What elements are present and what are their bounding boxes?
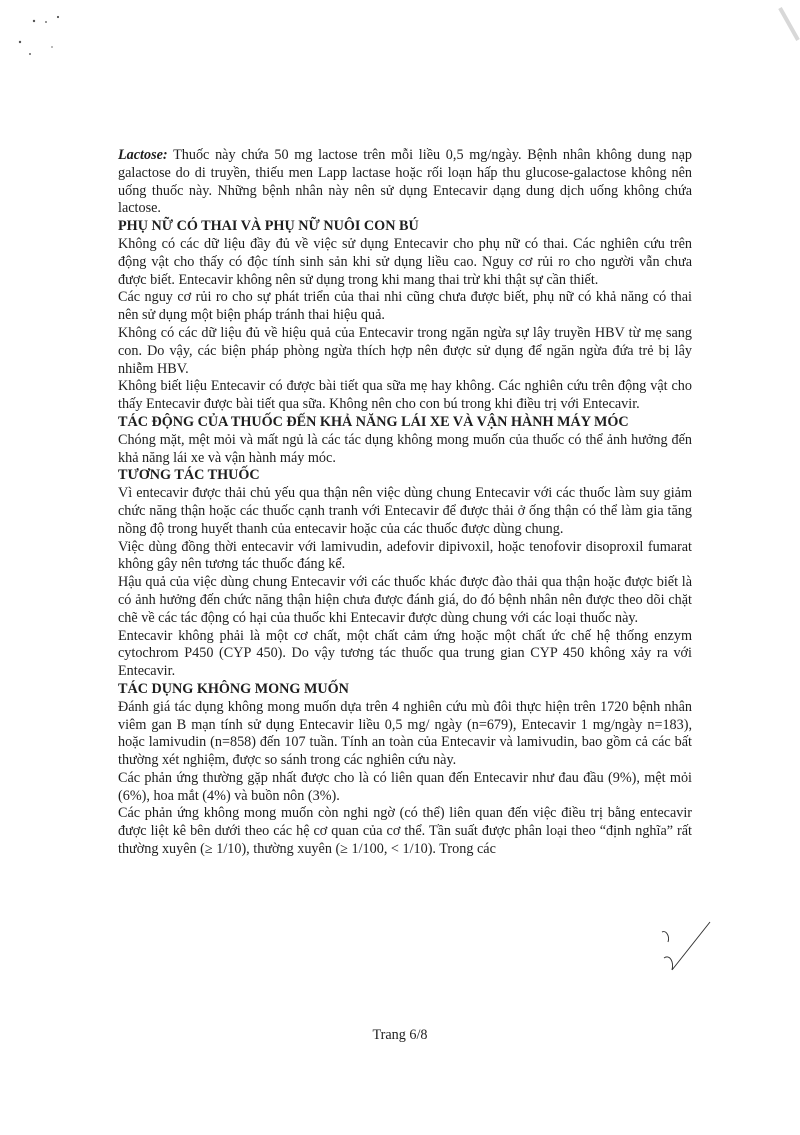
adverse-paragraph-2: Các phản ứng thường gặp nhất được cho là có liên quan đến Entecavir như đau đầu (9%), mệt mỏi (6%), hoa mắt (4%) và buồn nôn (3%). (118, 769, 692, 804)
pregnancy-paragraph-1: Không có các dữ liệu đầy đủ về việc sử dụng Entecavir cho phụ nữ có thai. Các nghiên cứu trên động vật cho thấy có độc tính sinh sản khi sử dụng liều cao. Nguy cơ rủi ro cho người vẫn chưa được biết. Entecavir không nên sử dụng trong khi mang thai trừ khi thật sự cần thiết. (118, 235, 692, 288)
lactose-paragraph (118, 147, 692, 218)
lactose-label: Lactose: (118, 147, 168, 163)
interactions-paragraph-1: Vì entecavir được thải chủ yếu qua thận nên việc dùng chung Entecavir với các thuốc làm suy giảm chức năng thận hoặc các thuốc cạnh tranh với Entecavir để được thải ở ống thận có thể làm gia tăng nồng độ trong huyết thanh của entecavir hoặc của các thuốc được dùng chung. (118, 485, 692, 537)
interactions-paragraph-4: Entecavir không phải là một cơ chất, một chất cảm ứng hoặc một chất ức chế hệ thống enzym cytochrom P450 (CYP 450). Do vậy tương tác thuốc qua trung gian CYP 450 không xảy ra với Entecavir. (118, 627, 692, 680)
lactose-text: Thuốc này chứa 50 mg lactose trên mỗi liều 0,5 mg/ngày. Bệnh nhân không dung nạp galactose do di truyền, thiếu men Lapp lactase hoặc rối loạn hấp thu glucose-galactose không nên uống thuốc này. Những bệnh nhân này nên sử dụng Entecavir dạng dung dịch uống không chứa lactose. (118, 147, 692, 217)
handwritten-check-mark (660, 918, 720, 998)
interactions-paragraph-2: Việc dùng đồng thời entecavir với lamivudin, adefovir dipivoxil, hoặc tenofovir disoproxil fumarat không gây nên tương tác thuốc đáng kể. (118, 538, 692, 573)
heading-pregnancy: PHỤ NỮ CÓ THAI VÀ PHỤ NỮ NUÔI CON BÚ (118, 218, 419, 235)
pregnancy-paragraph-2: Các nguy cơ rủi ro cho sự phát triển của thai nhi cũng chưa được biết, phụ nữ có khả năng có thai nên sử dụng một biện pháp tránh thai hiệu quả. (118, 289, 692, 324)
adverse-paragraph-1: Đánh giá tác dụng không mong muốn dựa trên 4 nghiên cứu mù đôi thực hiện trên 1720 bệnh nhân viêm gan B mạn tính sử dụng Entecavir liều 0,5 mg/ ngày (n=679), Entecavir 1 mg/ngày n=183), hoặc lamivudin (n=858) đến 107 tuần. Tính an toàn của Entecavir và lamivudin, bao gồm cả các bất thường xét nghiệm, được so sánh trong các nghiên cứu này. (118, 698, 692, 769)
heading-interactions: TƯƠNG TÁC THUỐC (118, 467, 260, 484)
document-body (118, 147, 692, 859)
pregnancy-paragraph-3: Không có các dữ liệu đủ về hiệu quả của Entecavir trong ngăn ngừa sự lây truyền HBV từ mẹ sang con. Do vậy, các biện pháp phòng ngừa thích hợp nên được sử dụng để ngăn ngừa đứa trẻ bị lây nhiễm HBV. (118, 324, 692, 377)
interactions-paragraph-3: Hậu quả của việc dùng chung Entecavir với các thuốc khác được đào thải qua thận hoặc được biết là có ảnh hưởng đến chức năng thận hiện chưa được đánh giá, do đó bệnh nhân nên được theo dõi chặt chẽ về các tác động có hại của thuốc khi Entecavir được dùng chung với các loại thuốc này. (118, 574, 692, 626)
page-number: Trang 6/8 (372, 1027, 428, 1043)
page-corner-fold-mark (740, 0, 800, 60)
pregnancy-paragraph-4: Không biết liệu Entecavir có được bài tiết qua sữa mẹ hay không. Các nghiên cứu trên động vật cho thấy Entecavir được bài tiết qua sữa. Không nên cho con bú trong khi điều trị với Entecavir. (118, 378, 692, 413)
driving-paragraph: Chóng mặt, mệt mỏi và mất ngủ là các tác dụng không mong muốn của thuốc có thể ảnh hưởng đến khả năng lái xe và vận hành máy móc. (118, 431, 692, 466)
adverse-paragraph-3: Các phản ứng không mong muốn còn nghi ngờ (có thể) liên quan đến việc điều trị bằng entecavir được liệt kê bên dưới theo các hệ cơ quan của cơ thể. Tần suất được phân loại theo “định nghĩa” rất thường xuyên (≥ 1/10), thường xuyên (≥ 1/100, < 1/10). Trong các (118, 805, 692, 858)
heading-adverse-effects: TÁC DỤNG KHÔNG MONG MUỐN (118, 680, 349, 697)
scan-speck-marks (18, 12, 78, 72)
heading-driving: TÁC ĐỘNG CỦA THUỐC ĐẾN KHẢ NĂNG LÁI XE VÀ VẬN HÀNH MÁY MÓC (118, 413, 629, 430)
